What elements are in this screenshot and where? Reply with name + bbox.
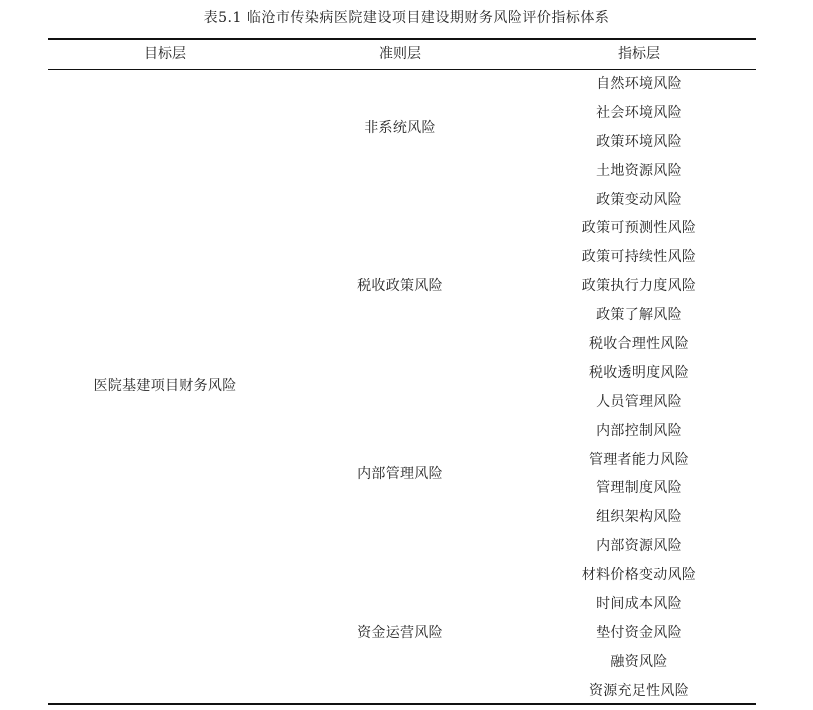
indicator-item: 自然环境风险 [596, 76, 682, 92]
indicator-item: 资源充足性风险 [588, 682, 690, 699]
indicator-item: 政策可持续性风险 [581, 249, 697, 266]
indicator-item: 垫付资金风险 [596, 624, 682, 641]
header-criteria-layer: 准则层 [379, 46, 421, 62]
header-indicator-layer: 指标层 [618, 46, 660, 62]
criteria-cell-capital-operation: 资金运营风险 [357, 625, 443, 641]
criteria-cell-non-systematic: 非系统风险 [364, 120, 436, 136]
indicator-item: 政策环境风险 [596, 133, 682, 150]
indicator-item: 政策变动风险 [596, 191, 682, 208]
table-caption: 表5.1 临沧市传染病医院建设项目建设期财务风险评价指标体系 [203, 10, 610, 26]
indicator-item: 管理者能力风险 [588, 451, 690, 468]
indicator-item: 政策执行力度风险 [581, 278, 697, 295]
indicator-item: 内部控制风险 [596, 422, 682, 439]
indicator-item: 人员管理风险 [596, 393, 682, 410]
indicator-item: 组织架构风险 [596, 509, 682, 526]
indicator-item: 土地资源风险 [596, 162, 682, 179]
indicator-item: 时间成本风险 [596, 596, 682, 613]
criteria-cell-tax-policy: 税收政策风险 [357, 278, 443, 294]
table-bottom-rule [48, 703, 756, 705]
indicator-item: 政策可预测性风险 [581, 220, 697, 237]
indicator-item: 内部资源风险 [596, 538, 682, 555]
indicator-item: 政策了解风险 [596, 307, 682, 324]
header-goal-layer: 目标层 [144, 46, 186, 62]
indicator-item: 税收透明度风险 [588, 364, 690, 381]
indicator-item: 税收合理性风险 [588, 336, 690, 353]
indicator-item: 社会环境风险 [596, 104, 682, 121]
goal-cell: 医院基建项目财务风险 [93, 378, 237, 394]
indicator-item: 材料价格变动风险 [581, 567, 697, 584]
indicator-item: 融资风险 [610, 653, 668, 670]
indicator-list [540, 70, 738, 706]
indicator-item: 管理制度风险 [596, 480, 682, 497]
criteria-cell-internal-management: 内部管理风险 [357, 466, 443, 482]
